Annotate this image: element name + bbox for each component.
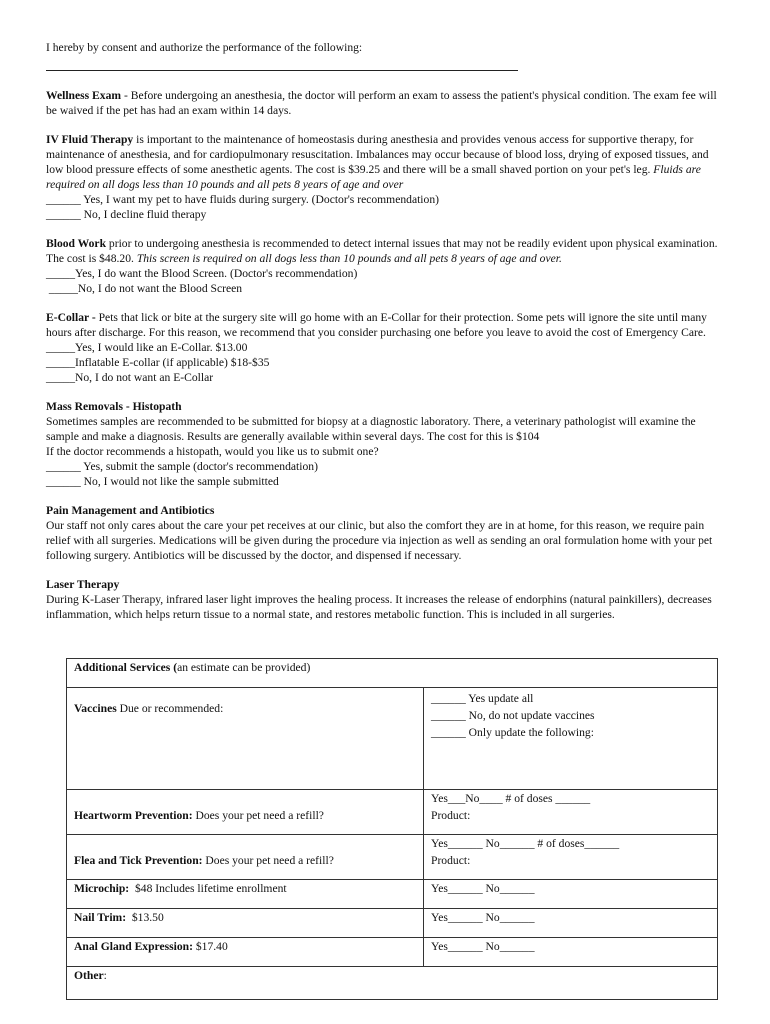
- nail-trim-row: [67, 909, 718, 938]
- mass-option-no[interactable]: ______ No, I would not like the sample submitted: [46, 475, 279, 488]
- other-label-rest: :: [103, 969, 107, 982]
- laser-text: During K-Laser Therapy, infrared laser light improves the healing process. It increases the release of endorphins (natural painkillers), decreases inflammation, which helps return tissue to a normal state, and restores metabolic function. This is included in all surgeries.: [46, 593, 712, 621]
- wellness-text: - Before undergoing an anesthesia, the doctor will perform an exam to assess the patient's physical condition. The exam fee will be waived if the pet has had an exam within 14 days.: [46, 89, 717, 117]
- blood-text: prior to undergoing anesthesia is recommended to detect internal issues that may not be readily evident upon physical examination. The cost is $48.20.: [46, 237, 718, 265]
- ecollar-option-yes[interactable]: _____Yes, I would like an E-Collar. $13.00: [46, 341, 248, 354]
- services-header-row: [67, 659, 718, 688]
- flea-label-rest: Does your pet need a refill?: [202, 853, 334, 867]
- procedure-blank-line[interactable]: [46, 64, 518, 71]
- services-header-bold: Additional Services (: [74, 661, 178, 674]
- mass-text: Sometimes samples are recommended to be submitted for biopsy at a diagnostic laboratory. There, a veterinary pathologist will examine the sample and make a diagnosis. Results are generally available within several days. The cost for this is $104: [46, 415, 696, 443]
- microchip-label: Microchip:: [74, 882, 130, 895]
- heartworm-product[interactable]: Product:: [431, 809, 471, 822]
- mass-question: If the doctor recommends a histopath, would you like us to submit one?: [46, 445, 379, 458]
- ecollar-text: Pets that lick or bite at the surgery site will go home with an E-Collar for their protection. Some pets will ignore the site until many hours after discharge. For this reason, we recommend that you consider purchasing one before you leave to avoid the cost of Emergency Care.: [46, 311, 707, 339]
- microchip-answer[interactable]: Yes______ No______: [424, 880, 718, 909]
- ecollar-section: [46, 310, 726, 385]
- pain-text: Our staff not only cares about the care your pet receives at our clinic, but also the comfort they are in at home, for this reason, we require pain relief with all surgeries. Medications will be given during the procedure via injection as well as sending an oral formulation home with your pet following surgery. Antibiotics will be discussed by the doctor, and dispensed if necessary.: [46, 519, 713, 562]
- nail-label-rest: $13.50: [126, 911, 164, 924]
- vaccines-option-all[interactable]: ______ Yes update all: [431, 692, 534, 705]
- vaccines-row: [67, 688, 718, 790]
- ecollar-option-no[interactable]: _____No, I do not want an E-Collar: [46, 371, 214, 384]
- flea-label: Flea and Tick Prevention:: [74, 853, 203, 867]
- iv-option-yes[interactable]: ______ Yes, I want my pet to have fluids during surgery. (Doctor's recommendation): [46, 193, 439, 206]
- flea-tick-row: [67, 835, 718, 880]
- vaccines-option-some[interactable]: ______ Only update the following:: [431, 726, 594, 739]
- laser-therapy-section: [46, 577, 726, 622]
- microchip-label-rest: $48 Includes lifetime enrollment: [129, 882, 287, 895]
- laser-title: Laser Therapy: [46, 578, 120, 591]
- iv-option-no[interactable]: ______ No, I decline fluid therapy: [46, 208, 207, 221]
- mass-option-yes[interactable]: ______ Yes, submit the sample (doctor's recommendation): [46, 460, 318, 473]
- vaccines-option-none[interactable]: ______ No, do not update vaccines: [431, 709, 595, 722]
- flea-product[interactable]: Product:: [431, 854, 471, 867]
- ecollar-title: E-Collar -: [46, 311, 96, 324]
- intro-text: I hereby by consent and authorize the performance of the following:: [46, 41, 363, 54]
- consent-document: [46, 40, 726, 622]
- blood-title: Blood Work: [46, 237, 107, 250]
- heartworm-answer[interactable]: Yes___No____ # of doses ______: [431, 792, 591, 805]
- blood-work-section: [46, 236, 726, 296]
- iv-title: IV Fluid Therapy: [46, 133, 134, 146]
- services-header-rest: an estimate can be provided): [177, 661, 311, 674]
- microchip-row: [67, 880, 718, 909]
- heartworm-row: [67, 790, 718, 835]
- wellness-title: Wellness Exam: [46, 89, 122, 102]
- blood-note: This screen is required on all dogs less than 10 pounds and all pets 8 years of age and over.: [136, 252, 562, 265]
- mass-removal-section: [46, 399, 726, 489]
- vaccines-label: Vaccines: [74, 702, 117, 715]
- anal-label-rest: $17.40: [192, 940, 228, 953]
- blood-option-yes[interactable]: _____Yes, I do want the Blood Screen. (Doctor's recommendation): [46, 267, 358, 280]
- anal-answer[interactable]: Yes______ No______: [424, 938, 718, 967]
- nail-label: Nail Trim:: [74, 911, 127, 924]
- heartworm-label-rest: Does your pet need a refill?: [192, 808, 324, 822]
- iv-note: Fluids are required on all dogs less than 10 pounds and all pets 8 years of age and over: [46, 163, 701, 191]
- pain-management-section: [46, 503, 726, 563]
- iv-text: is important to the maintenance of homeostasis during anesthesia and provides venous access for supportive therapy, for maintenance of anesthesia, and for cardiopulmonary resuscitation. Imbalances may occur because of blood loss, drying of exposed tissues, and low blood pressure effects of some anesthetic agents. The cost is $39.25 and there will be a small shaved portion on your pet's leg.: [46, 133, 709, 176]
- nail-answer[interactable]: Yes______ No______: [424, 909, 718, 938]
- wellness-section: [46, 88, 726, 118]
- vaccines-label-rest: Due or recommended:: [116, 702, 224, 715]
- blood-option-no[interactable]: _____No, I do not want the Blood Screen: [46, 282, 243, 295]
- other-row: [67, 967, 718, 1000]
- anal-gland-row: [67, 938, 718, 967]
- additional-services-table: [66, 658, 718, 1000]
- flea-answer[interactable]: Yes______ No______ # of doses______: [431, 837, 620, 850]
- ecollar-option-inflatable[interactable]: _____Inflatable E-collar (if applicable) $18-$35: [46, 356, 270, 369]
- other-label: Other: [74, 969, 104, 982]
- heartworm-label: Heartworm Prevention:: [74, 808, 193, 822]
- anal-label: Anal Gland Expression:: [74, 940, 193, 953]
- iv-fluid-section: [46, 132, 726, 222]
- mass-title: Mass Removals - Histopath: [46, 400, 182, 413]
- pain-title: Pain Management and Antibiotics: [46, 504, 215, 517]
